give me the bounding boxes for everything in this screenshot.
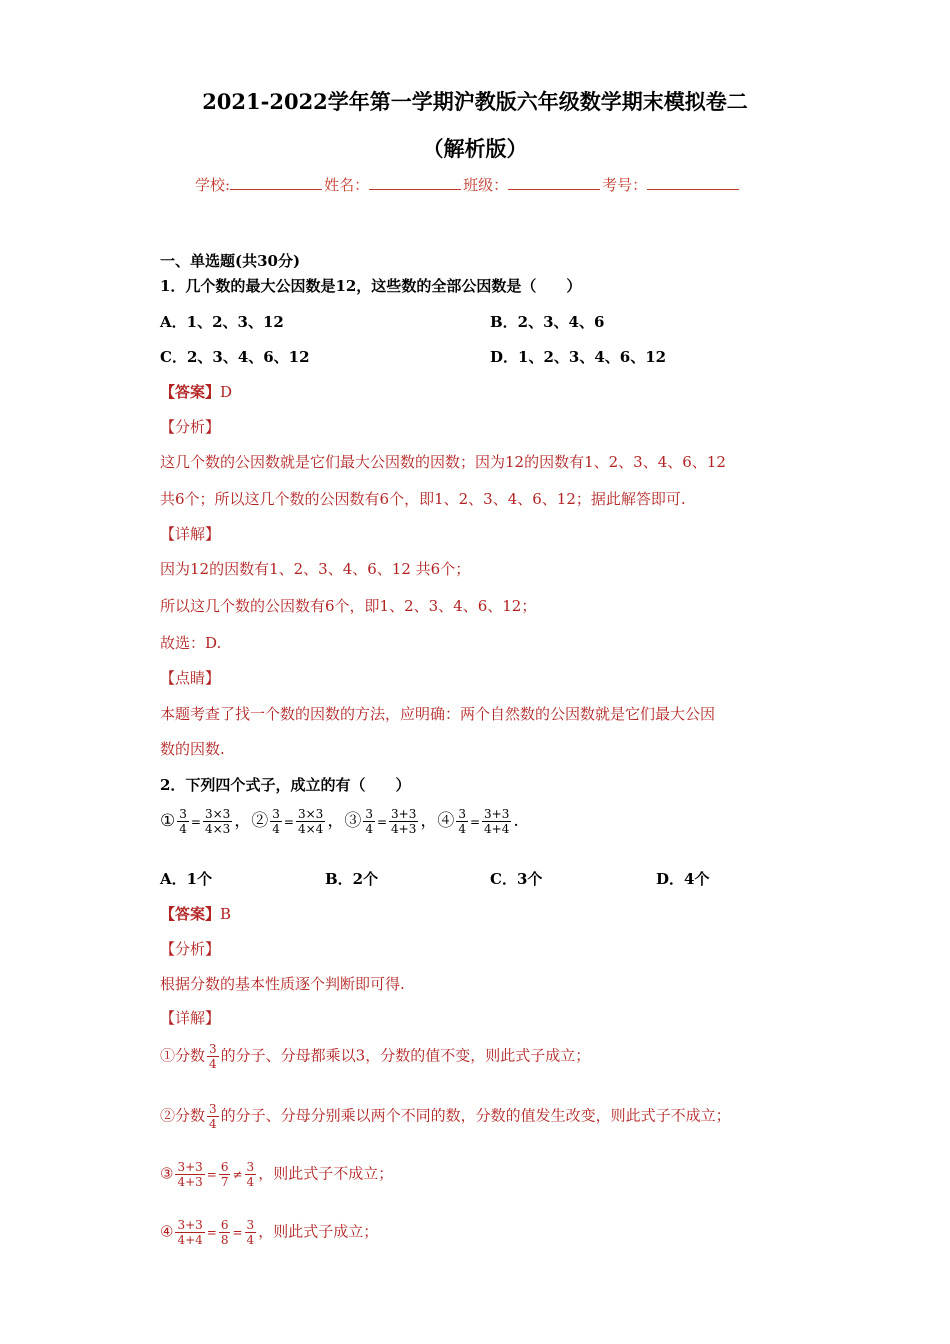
fraction: $\frac{3+3}{4+3}$ [177, 1160, 203, 1189]
fraction: $\frac{3+3}{4+4}$ [484, 807, 510, 836]
document-title: 2021-2022学年第一学期沪教版六年级数学期末模拟卷二 [202, 89, 748, 114]
q1-point-tag: 【点睛】 [160, 669, 221, 687]
q1-option-b: B．2、3、4、6 [490, 313, 605, 331]
q2-stem: 2．下列四个式子，成立的有（ ） [160, 776, 411, 794]
name-blank[interactable] [369, 175, 461, 190]
q1-option-d: D．1、2、3、4、6、12 [490, 348, 667, 366]
answer-tag: 【答案】 [160, 383, 221, 401]
fraction: $\frac{3}{4}$ [458, 807, 466, 836]
q2-option-b: B．2个 [325, 870, 379, 888]
q1-analysis-tag: 【分析】 [160, 418, 221, 436]
fraction: $\frac{3}{4}$ [272, 807, 280, 836]
q1-stem: 1．几个数的最大公因数是12，这些数的全部公因数是（ ） [160, 277, 582, 295]
fraction: $\frac{3}{4}$ [209, 1042, 217, 1071]
fraction: $\frac{6}{8}$ [220, 1218, 229, 1247]
q1-option-a: A．1、2、3、12 [160, 313, 284, 331]
q1-detail-tag: 【详解】 [160, 525, 221, 543]
q2-answer [160, 903, 231, 924]
school-blank[interactable] [230, 175, 322, 190]
document-subtitle: （解析版） [422, 136, 528, 161]
q2-option-d: D．4个 [656, 870, 710, 888]
fraction: $\frac{3+3}{4+3}$ [391, 807, 417, 836]
fraction: $\frac{3+3}{4+4}$ [177, 1218, 203, 1247]
section-heading: 一、单选题(共30分) [160, 252, 301, 270]
q1-point-text: 数的因数. [160, 740, 225, 758]
q2-detail-item-3: ③ $\frac{3+3}{4+3}$ = $\frac{6}{7}$ ≠ $\frac{3}{4}$ ，则此式子不成立； [160, 1160, 394, 1189]
q2-detail-tag: 【详解】 [160, 1009, 221, 1027]
number-label: 考号： [602, 176, 648, 194]
q1-answer [160, 381, 232, 402]
q2-analysis-tag: 【分析】 [160, 940, 221, 958]
q1-option-c: C．2、3、4、6、12 [160, 348, 310, 366]
q2-option-c: C．3个 [490, 870, 543, 888]
fraction: $\frac{6}{7}$ [220, 1160, 229, 1189]
q1-point-text: 本题考查了找一个数的因数的方法，应明确：两个自然数的公因数就是它们最大公因 [160, 705, 716, 723]
q2-detail-item-2: ②分数 $\frac{3}{4}$ 的分子、分母分别乘以两个不同的数，分数的值发生改变，则此式子不成立； [160, 1102, 731, 1131]
q2-detail-item-1: ①分数 $\frac{3}{4}$ 的分子、分母都乘以3，分数的值不变，则此式子成立； [160, 1042, 591, 1071]
q1-analysis-text: 共6个；所以这几个数的公因数有6个，即1、2、3、4、6、12；据此解答即可. [160, 490, 686, 508]
student-info-line [195, 174, 741, 195]
marker: ③ [344, 811, 362, 831]
fraction: $\frac{3\times 3}{4\times 3}$ [204, 807, 231, 836]
fraction: $\frac{3\times 3}{4\times 4}$ [297, 807, 324, 836]
answer-value: D [220, 383, 233, 401]
q2-option-a: A．1个 [160, 870, 213, 888]
q1-detail-text: 所以这几个数的公因数有6个，即1、2、3、4、6、12； [160, 597, 537, 615]
class-blank[interactable] [508, 175, 600, 190]
q2-analysis-text: 根据分数的基本性质逐个判断即可得. [160, 975, 405, 993]
fraction: $\frac{3}{4}$ [179, 807, 187, 836]
name-label: 姓名： [324, 176, 370, 194]
number-blank[interactable] [647, 175, 739, 190]
marker: ② [251, 811, 269, 831]
q2-expressions: ① $\frac{3}{4}$ = $\frac{3\times 3}{4\times 3}$ ，② $\frac{3}{4}$ = $\frac{3\times 3}{4\times 4}$ ，③ $\frac{3}{4}$ = $\frac{3+3}{4+3}$ ，④ $\frac{3}{4}$ = $\frac{3+3}{4+4}$ . [160, 807, 519, 836]
fraction: $\frac{3}{4}$ [209, 1102, 217, 1131]
answer-tag: 【答案】 [160, 905, 221, 923]
marker: ① [160, 811, 176, 831]
school-label: 学校: [195, 176, 231, 194]
marker: ④ [437, 811, 455, 831]
q1-detail-text: 故选：D. [160, 634, 222, 652]
q1-analysis-text: 这几个数的公因数就是它们最大公因数的因数；因为12的因数有1、2、3、4、6、12 [160, 453, 726, 471]
q2-detail-item-4: ④ $\frac{3+3}{4+4}$ = $\frac{6}{8}$ = $\frac{3}{4}$ ，则此式子成立； [160, 1218, 379, 1247]
fraction: $\frac{3}{4}$ [246, 1218, 255, 1247]
fraction: $\frac{3}{4}$ [246, 1160, 255, 1189]
class-label: 班级： [463, 176, 509, 194]
fraction: $\frac{3}{4}$ [365, 807, 373, 836]
q1-detail-text: 因为12的因数有1、2、3、4、6、12 共6个； [160, 560, 471, 578]
answer-value: B [220, 905, 232, 923]
